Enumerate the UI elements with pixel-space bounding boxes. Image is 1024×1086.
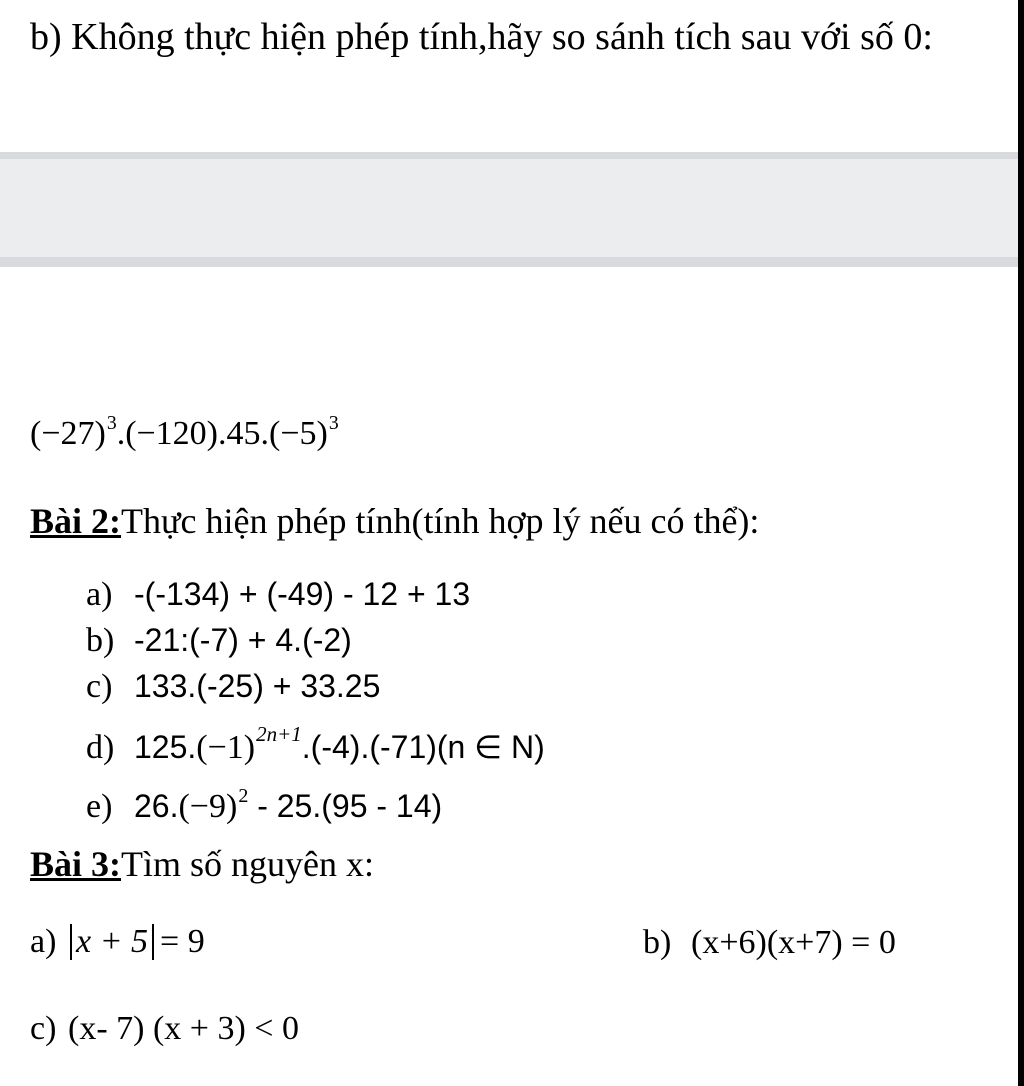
bai2-item-e-base: (−9) <box>178 788 238 825</box>
bai2-item-e-pre: 26. <box>134 788 179 824</box>
bai2-item-b-expr: -21:(-7) + 4.(-2) <box>134 622 352 658</box>
bai2-item-e-exponent: 2 <box>238 785 249 807</box>
bai3-item-a-abs: x + 5 <box>70 924 154 960</box>
product-factor-1: (−27) <box>30 414 106 452</box>
bai2-item-b-label: b) <box>86 622 115 659</box>
bai3-item-b-expr: (x+6)(x+7) = 0 <box>691 924 896 961</box>
product-expression <box>30 414 339 451</box>
bai3-item-a-label: a) <box>30 923 57 960</box>
bai3-item-a <box>30 924 205 960</box>
bai3-item-c-expr: (x- 7) (x + 3) < 0 <box>68 1010 299 1047</box>
bai2-item-b <box>86 624 352 658</box>
bai2-item-e-label: e) <box>86 788 113 825</box>
product-factor-2: .(−120).45.(−5) <box>116 414 328 452</box>
bai2-item-c-label: c) <box>86 668 113 705</box>
bai2-item-e <box>86 786 442 824</box>
bai3-heading <box>30 846 374 882</box>
product-exponent-2: 3 <box>328 412 339 434</box>
bai2-title: Thực hiện phép tính(tính hợp lý nếu có thể): <box>121 501 760 541</box>
bai3-item-b <box>643 926 896 960</box>
bai3-item-c <box>30 1012 299 1046</box>
bai2-item-d <box>86 724 545 765</box>
separator-band <box>0 159 1018 257</box>
product-exponent-1: 3 <box>106 412 117 434</box>
bai3-item-a-rest: = 9 <box>160 923 205 960</box>
separator-band-bottom <box>0 257 1018 267</box>
bai2-item-a <box>86 578 470 612</box>
bai2-item-d-label: d) <box>86 728 115 766</box>
bai2-item-d-base: (−1) <box>196 728 256 766</box>
bai2-item-c <box>86 670 380 704</box>
bai3-item-c-label: c) <box>30 1010 57 1047</box>
bai3-item-b-label: b) <box>643 924 672 961</box>
bai2-item-a-expr: -(-134) + (-49) - 12 + 13 <box>134 576 471 612</box>
bai2-heading <box>30 503 759 539</box>
bai3-label: Bài 3: <box>30 844 122 884</box>
bai2-item-d-exponent: 2n+1 <box>256 722 302 746</box>
bai2-item-a-label: a) <box>86 576 113 613</box>
intro-question: b) Không thực hiện phép tính,hãy so sánh tích sau với số 0: <box>30 16 933 58</box>
bai3-title: Tìm số nguyên x: <box>121 844 374 884</box>
separator-band-top <box>0 152 1018 159</box>
bai2-item-e-post: - 25.(95 - 14) <box>248 788 443 824</box>
bai2-item-c-expr: 133.(-25) + 33.25 <box>134 668 381 704</box>
bai2-label: Bài 2: <box>30 501 122 541</box>
bai2-item-d-pre: 125. <box>134 728 197 765</box>
bai2-item-d-post: .(-4).(-71)(n ∈ N) <box>301 728 545 765</box>
